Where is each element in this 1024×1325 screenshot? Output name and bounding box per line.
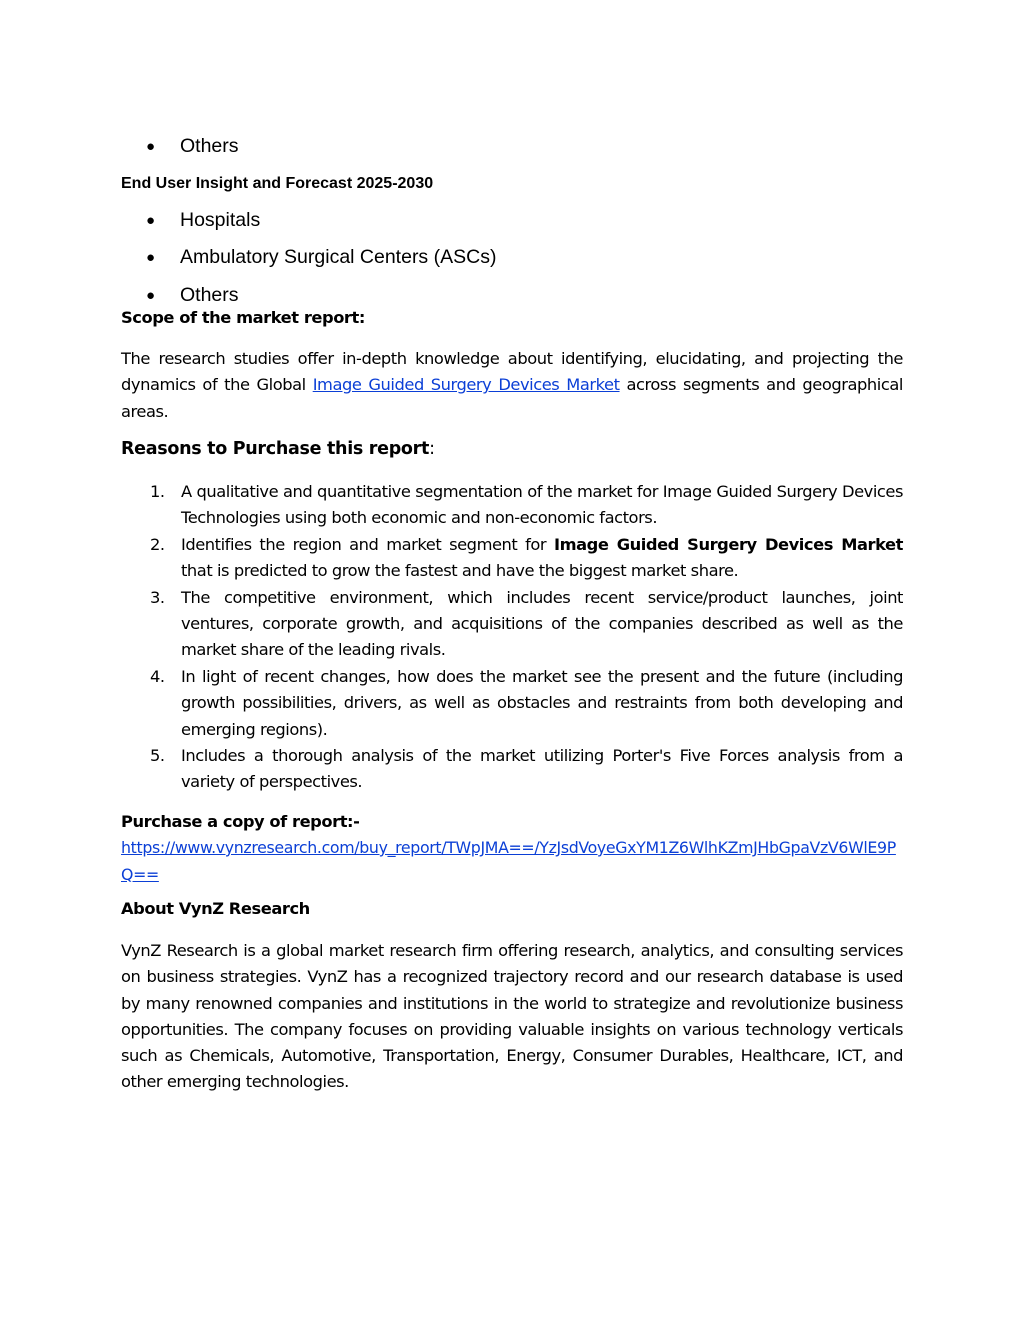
reason-text: Identifies the region and market segment for bbox=[181, 534, 554, 554]
reason-number: 1. bbox=[150, 482, 165, 501]
list-item-label: Hospitals bbox=[180, 209, 261, 231]
about-heading: About VynZ Research bbox=[121, 899, 310, 918]
reason-text: The competitive environment, which includes recent service/product launches, joint ventures, corporate growth, and acquisitions of the companies described as well as the market share of the leading rivals. bbox=[181, 587, 903, 660]
reason-bold-text: Image Guided Surgery Devices Market bbox=[553, 534, 903, 554]
reason-item bbox=[121, 664, 903, 743]
market-report-link[interactable]: Image Guided Surgery Devices Market bbox=[312, 375, 620, 395]
purchase-link[interactable]: https://www.vynzresearch.com/buy_report/TWpJMA==/YzJsdVoyeGxYM1Z6WlhKZmJHbGpaVzV6WlE9PQ== bbox=[121, 838, 896, 884]
list-item-label: Others bbox=[180, 135, 239, 157]
reasons-heading bbox=[121, 439, 435, 459]
reason-text-after: that is predicted to grow the fastest and have the biggest market share. bbox=[181, 561, 739, 581]
bullet-icon: ● bbox=[146, 212, 156, 229]
reasons-heading-text: Reasons to Purchase this report bbox=[121, 439, 430, 459]
reason-number: 5. bbox=[150, 746, 165, 766]
reason-item bbox=[121, 532, 903, 585]
reason-number: 2. bbox=[150, 534, 165, 554]
list-item-label: Others bbox=[180, 284, 239, 306]
purchase-heading: Purchase a copy of report:- bbox=[121, 812, 360, 831]
list-item bbox=[146, 246, 496, 269]
end-user-heading: End User Insight and Forecast 2025-2030 bbox=[121, 175, 434, 192]
reason-number: 3. bbox=[150, 587, 165, 607]
reason-item bbox=[121, 585, 903, 664]
about-paragraph: VynZ Research is a global market research firm offering research, analytics, and consulting services on business strategies. VynZ has a recognized trajectory record and our research database is used by many renowned companies and institutions in the world to strategize and revolutionize business opportunities. The company focuses on providing valuable insights on various technology verticals such as Chemicals, Automotive, Transportation, Energy, Consumer Durables, Healthcare, ICT, and other emerging technologies. bbox=[121, 941, 903, 1092]
reason-item bbox=[121, 743, 903, 796]
list-item-label: Ambulatory Surgical Centers (ASCs) bbox=[180, 246, 497, 268]
reasons-heading-suffix: : bbox=[429, 439, 435, 459]
reason-text: A qualitative and quantitative segmentation of the market for Image Guided Surgery Devices Technologies using both economic and non-economic factors. bbox=[181, 482, 903, 528]
scope-heading: Scope of the market report: bbox=[121, 308, 365, 327]
reasons-list bbox=[121, 479, 903, 796]
list-item bbox=[146, 135, 239, 158]
list-item bbox=[146, 284, 239, 307]
scope-text-after: across segments and geographical areas. bbox=[121, 375, 903, 421]
bullet-icon: ● bbox=[146, 249, 156, 266]
bullet-icon: ● bbox=[146, 287, 156, 304]
reason-text: In light of recent changes, how does the market see the present and the future (including growth possibilities, drivers, as well as obstacles and restraints from both developing and emerging regions). bbox=[181, 666, 903, 739]
scope-text-before: The research studies offer in-depth knowledge about identifying, elucidating, and projecting the dynamics of the Global bbox=[121, 349, 903, 395]
bullet-icon: ● bbox=[146, 138, 156, 155]
reason-text: Includes a thorough analysis of the market utilizing Porter's Five Forces analysis from a variety of perspectives. bbox=[181, 746, 903, 792]
reason-item bbox=[121, 479, 903, 532]
reason-number: 4. bbox=[150, 666, 165, 686]
list-item bbox=[146, 209, 260, 232]
scope-paragraph bbox=[121, 346, 903, 425]
